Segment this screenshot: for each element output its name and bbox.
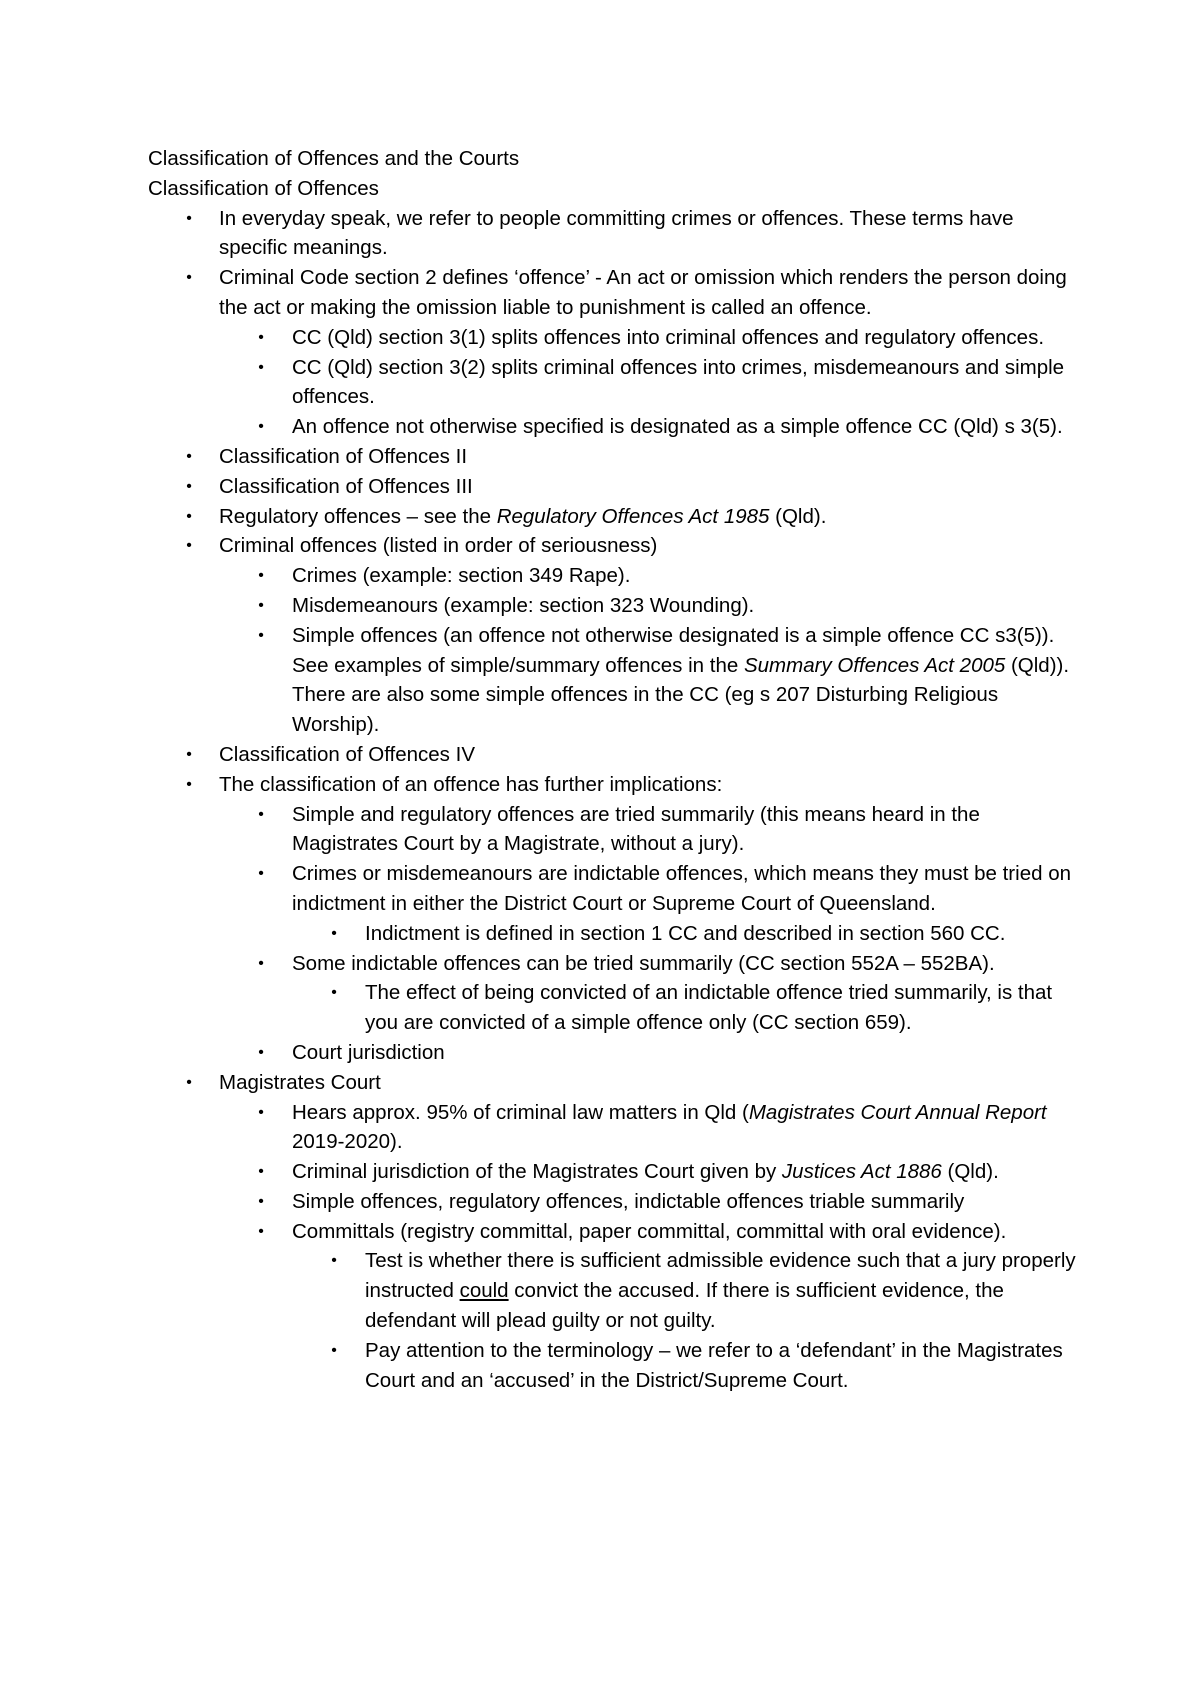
list-item-text: An offence not otherwise specified is designated as a simple offence CC (Qld) s 3(5). — [292, 415, 1063, 439]
bullet-icon: • — [258, 1192, 264, 1210]
bullet-icon: • — [258, 805, 264, 823]
list-item — [219, 412, 1078, 442]
sub-list — [219, 561, 1078, 740]
act-title: Summary Offences Act 2005 — [743, 653, 1006, 677]
list-item-text: CC (Qld) section 3(2) splits criminal offences into crimes, misdemeanours and simple offences. — [292, 355, 1065, 409]
report-title: Magistrates Court Annual Report — [748, 1100, 1047, 1124]
list-item — [219, 353, 1078, 413]
text-run: convict the accused. If there is sufficient evidence, the defendant will plead guilty or not guilty. — [365, 1279, 1004, 1333]
list-item — [292, 1246, 1078, 1335]
list-item — [148, 472, 1078, 502]
bullet-icon: • — [331, 924, 337, 942]
bullet-icon: • — [258, 626, 264, 644]
list-item — [219, 561, 1078, 591]
list-item-text: In everyday speak, we refer to people committing crimes or offences. These terms have specific meanings. — [219, 206, 1014, 260]
text-run: Criminal jurisdiction of the Magistrates Court given by — [292, 1160, 782, 1184]
list-item — [148, 531, 1078, 740]
bullet-icon: • — [331, 1252, 337, 1270]
list-item — [292, 1336, 1078, 1396]
list-item — [148, 1068, 1078, 1396]
sub-list — [219, 1098, 1078, 1396]
list-item — [148, 502, 1078, 532]
list-item — [219, 949, 1078, 1038]
list-item-text: Crimes or misdemeanours are indictable offences, which means they must be tried on indictment in either the District Court or Supreme Court of Queensland. — [292, 862, 1071, 915]
bullet-icon: • — [186, 745, 192, 763]
bullet-icon: • — [258, 1103, 264, 1121]
bullet-icon: • — [258, 1222, 264, 1240]
list-item — [219, 800, 1078, 860]
text-run: (Qld)). There are also some simple offences in the CC (eg s 207 Disturbing Religious Worship). — [292, 653, 1070, 737]
sub-list — [219, 323, 1078, 442]
act-title: Justices Act 1886 — [781, 1160, 942, 1184]
list-item-text: Crimes (example: section 349 Rape). — [292, 564, 631, 588]
text-run: 2019-2020). — [292, 1130, 403, 1154]
text-run: Regulatory offences – see the — [219, 504, 497, 528]
list-item — [219, 591, 1078, 621]
list-item-text — [292, 1160, 999, 1183]
bullet-list — [148, 204, 1078, 1396]
list-item — [219, 1098, 1078, 1158]
sub-list — [292, 978, 1078, 1038]
list-item-text — [292, 624, 1069, 736]
list-item — [219, 621, 1078, 740]
list-item-text: Some indictable offences can be tried summarily (CC section 552A – 552BA). — [292, 951, 995, 975]
bullet-icon: • — [186, 537, 192, 555]
bullet-icon: • — [186, 447, 192, 465]
sub-list — [292, 919, 1078, 949]
text-run: Test is whether there is sufficient admissible evidence such that a jury properly instructed — [365, 1249, 1076, 1303]
list-item — [148, 740, 1078, 770]
list-item-text: The effect of being convicted of an indictable offence tried summarily, is that you are convicted of a simple offence only (CC section 659). — [365, 981, 1053, 1035]
document-title: Classification of Offences and the Courts — [148, 147, 520, 170]
bullet-icon: • — [186, 269, 192, 287]
list-item-text: Simple and regulatory offences are tried summarily (this means heard in the Magistrates Court by a Magistrate, without a jury). — [292, 802, 980, 856]
list-item — [219, 1038, 1078, 1068]
list-item-text: Simple offences, regulatory offences, indictable offences triable summarily — [292, 1189, 965, 1213]
list-item-text: CC (Qld) section 3(1) splits offences into criminal offences and regulatory offences. — [292, 325, 1045, 349]
list-item-text: Criminal offences (listed in order of seriousness) — [219, 534, 658, 558]
list-item — [148, 263, 1078, 442]
text-run: Simple offences (an offence not otherwise designated is a simple offence CC s3(5)). See examples of simple/summary offences in the — [292, 623, 1055, 677]
list-item — [148, 204, 1078, 264]
sub-list — [292, 1246, 1078, 1395]
document-page — [148, 144, 1078, 1395]
section-heading: Classification of Offences — [148, 176, 379, 200]
act-title: Regulatory Offences Act 1985 — [496, 504, 770, 528]
list-item-text: Classification of Offences II — [219, 444, 468, 468]
list-item — [219, 323, 1078, 353]
bullet-icon: • — [186, 1073, 192, 1091]
bullet-icon: • — [186, 209, 192, 227]
list-item — [219, 1157, 1078, 1187]
list-item-text: Misdemeanours (example: section 323 Wounding). — [292, 593, 755, 617]
list-item-text: Committals (registry committal, paper committal, committal with oral evidence). — [292, 1219, 1007, 1243]
list-item-text: Court jurisdiction — [292, 1040, 445, 1064]
bullet-icon: • — [258, 865, 264, 883]
bullet-icon: • — [258, 1163, 264, 1181]
list-item-text: Indictment is defined in section 1 CC and described in section 560 CC. — [365, 921, 1006, 945]
list-item — [148, 770, 1078, 1068]
bullet-icon: • — [331, 984, 337, 1002]
sub-list — [219, 800, 1078, 1068]
bullet-icon: • — [258, 418, 264, 436]
bullet-icon: • — [186, 477, 192, 495]
list-item — [219, 859, 1078, 948]
list-item-text: Classification of Offences III — [219, 474, 473, 498]
list-item-text: Magistrates Court — [219, 1070, 381, 1094]
bullet-icon: • — [258, 596, 264, 614]
text-run: Hears approx. 95% of criminal law matters in Qld ( — [292, 1100, 749, 1124]
bullet-icon: • — [186, 507, 192, 525]
list-item-text: Pay attention to the terminology – we refer to a ‘defendant’ in the Magistrates Court and an ‘accused’ in the District/Supreme Court. — [365, 1338, 1063, 1392]
text-run: (Qld). — [941, 1160, 999, 1184]
list-item-text — [292, 1101, 1047, 1154]
list-item-text: Criminal Code section 2 defines ‘offence’ - An act or omission which renders the person doing the act or making the omission liable to punishment is called an offence. — [219, 266, 1067, 319]
bullet-icon: • — [258, 954, 264, 972]
list-item — [219, 1217, 1078, 1396]
emphasis-underline: could — [459, 1279, 509, 1303]
bullet-icon: • — [258, 1043, 264, 1061]
bullet-icon: • — [331, 1341, 337, 1359]
bullet-icon: • — [258, 567, 264, 585]
list-item-text — [219, 505, 826, 528]
list-item-text — [365, 1249, 1076, 1332]
list-item — [292, 978, 1078, 1038]
text-run: (Qld). — [769, 504, 827, 528]
list-item — [148, 442, 1078, 472]
bullet-icon: • — [258, 358, 264, 376]
list-item-text: Classification of Offences IV — [219, 742, 475, 766]
list-item-text: The classification of an offence has further implications: — [219, 772, 723, 796]
list-item — [292, 919, 1078, 949]
bullet-icon: • — [186, 775, 192, 793]
bullet-icon: • — [258, 328, 264, 346]
list-item — [219, 1187, 1078, 1217]
